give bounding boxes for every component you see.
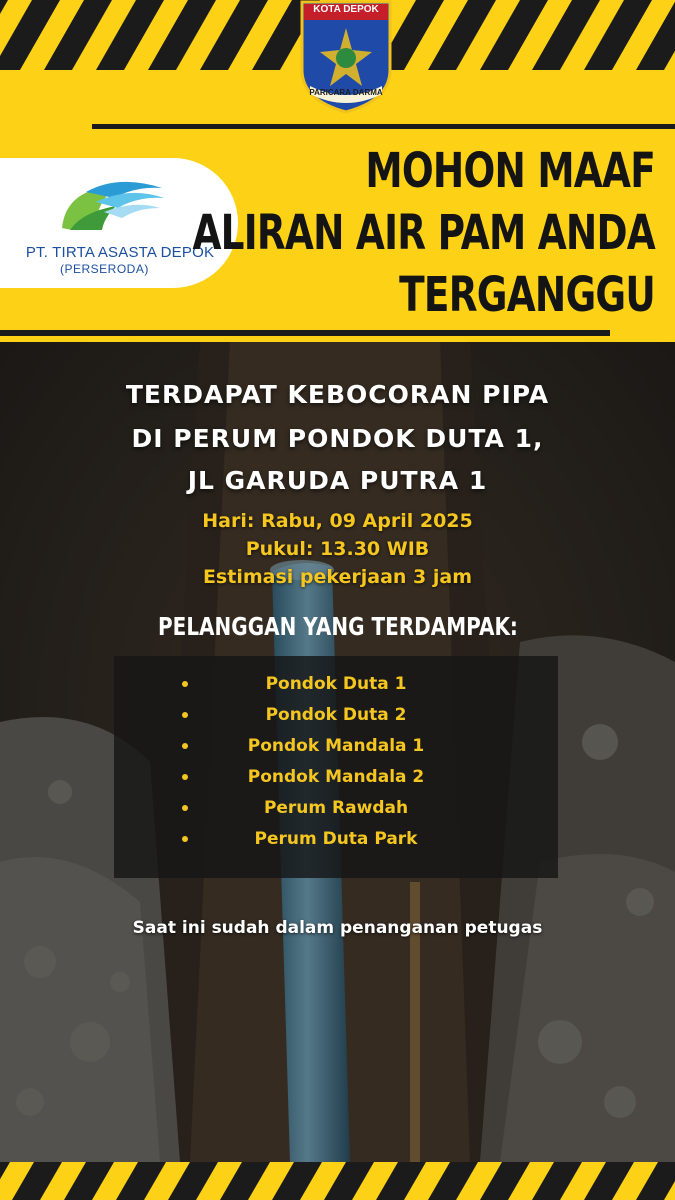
list-item <box>114 703 558 733</box>
company-name: PT. TIRTA ASASTA DEPOK <box>25 244 215 261</box>
header-banner <box>0 0 675 342</box>
list-item-label: Pondok Duta 2 <box>265 705 407 725</box>
affected-list <box>114 656 558 878</box>
leak-line-1: TERDAPAT KEBOCORAN PIPA <box>125 380 550 409</box>
headline-line-1: MOHON MAAF <box>365 143 655 199</box>
list-item <box>114 765 558 795</box>
schedule-estimate: Estimasi pekerjaan 3 jam <box>202 566 473 588</box>
company-subtitle: (PERSERODA) <box>60 262 149 276</box>
list-item <box>114 796 558 826</box>
leak-line-2: DI PERUM PONDOK DUTA 1, <box>131 424 544 453</box>
list-item-label: Pondok Mandala 1 <box>247 736 425 756</box>
list-item-label: Pondok Mandala 2 <box>247 767 425 787</box>
list-item <box>114 827 558 857</box>
headline-line-3: TERGANGGU <box>399 267 655 323</box>
list-item-label: Perum Rawdah <box>263 798 409 818</box>
affected-heading-text: PELANGGAN YANG TERDAMPAK: <box>157 612 518 641</box>
header-divider-bottom <box>0 330 610 336</box>
affected-heading <box>0 612 675 641</box>
schedule-day: Hari: Rabu, 09 April 2025 <box>202 510 473 532</box>
list-item <box>114 734 558 764</box>
header-divider-top <box>92 124 675 129</box>
kota-depok-crest <box>298 0 394 114</box>
headline-line-2: ALIRAN AIR PAM ANDA <box>192 205 655 261</box>
list-item-label: Pondok Duta 1 <box>265 674 407 694</box>
list-item-label: Perum Duta Park <box>254 829 418 849</box>
hazard-stripes-bottom <box>0 1162 675 1200</box>
status-note: Saat ini sudah dalam penanganan petugas <box>132 918 543 938</box>
crest-motto: PARICARA DARMA <box>309 88 383 97</box>
leak-line-3: JL GARUDA PUTRA 1 <box>187 466 488 495</box>
headline <box>62 140 655 326</box>
crest-top-text: KOTA DEPOK <box>313 4 379 15</box>
list-item <box>114 672 558 702</box>
schedule-time: Pukul: 13.30 WIB <box>245 538 430 560</box>
